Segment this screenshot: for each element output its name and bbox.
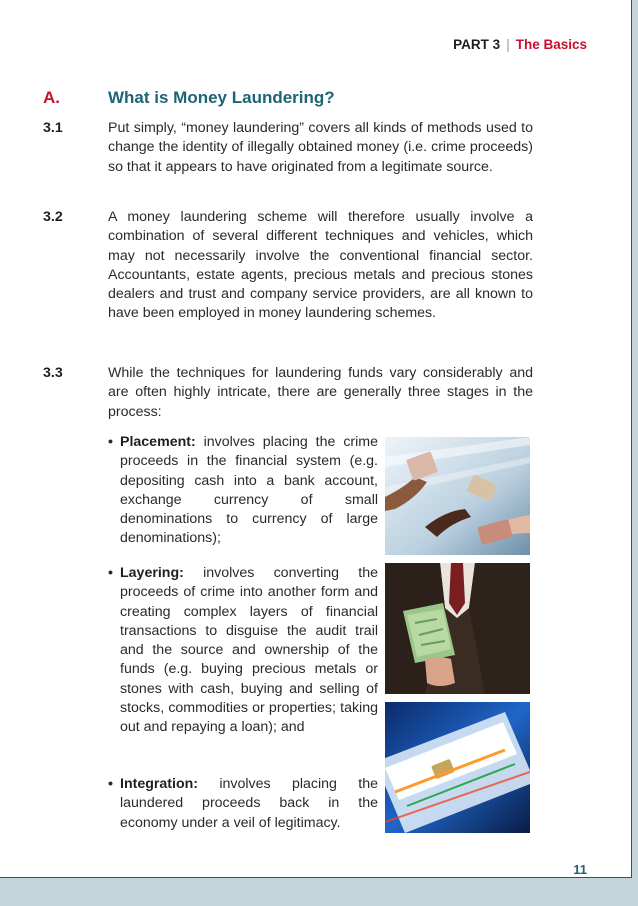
bullet-term: Placement: [120,434,196,450]
photo-hands-exchanging-cash [385,437,530,555]
bullet-term: Layering: [120,565,184,581]
paragraph-text: A money laundering scheme will therefore usually involve a combination of several different techniques and vehicles, which may not necessarily involve the conventional financial sector. Accountants, estate agents, precious metals and precious stones dealers and trust and company service providers, are all known to have been employed in money laundering schemes. [108,209,533,322]
bullet-integration [108,775,378,833]
paragraph-number: 3.2 [43,209,63,225]
paragraph-text: While the techniques for laundering funds vary considerably and are often highly intricate, there are generally three stages in the process: [108,365,533,420]
bullet-placement [108,433,378,549]
heading-title: What is Money Laundering? [108,88,335,107]
photo-man-with-banknotes [385,563,530,694]
bullet-layering [108,564,378,738]
page-number: 11 [573,862,587,877]
paragraph-text: Put simply, “money laundering” covers all kinds of methods used to change the identity of illegally obtained money (i.e. crime proceeds) so that it appears to have originated from a legitimate source. [108,120,533,175]
header-separator: | [506,37,510,52]
bullet-text: involves placing the crime proceeds in the financial system (e.g. depositing cash into a bank account, exchange currency of small denominations to currency of large denominations); [120,434,378,547]
bullet-dot: • [108,565,113,581]
heading-letter: A. [43,88,60,107]
paragraph-number: 3.3 [43,365,63,381]
bullet-text: involves converting the proceeds of crime into another form and creating complex layers of financial transactions to disguise the audit trail and the source and ownership of the funds (e.g. buying precious metals or stones with cash, buying and selling of stocks, commodities or properties; taking out and repaying a loan); and [120,565,378,736]
page-header [453,37,587,52]
bullet-dot: • [108,434,113,450]
bullet-text: involves placing the laundered proceeds back in the economy under a veil of legitimacy. [120,776,378,831]
bullet-dot: • [108,776,113,792]
section-label: The Basics [515,37,587,52]
paragraph-number: 3.1 [43,120,63,136]
part-label: PART 3 [453,37,501,52]
bullet-term: Integration: [120,776,199,792]
photo-bank-cards [385,702,530,833]
